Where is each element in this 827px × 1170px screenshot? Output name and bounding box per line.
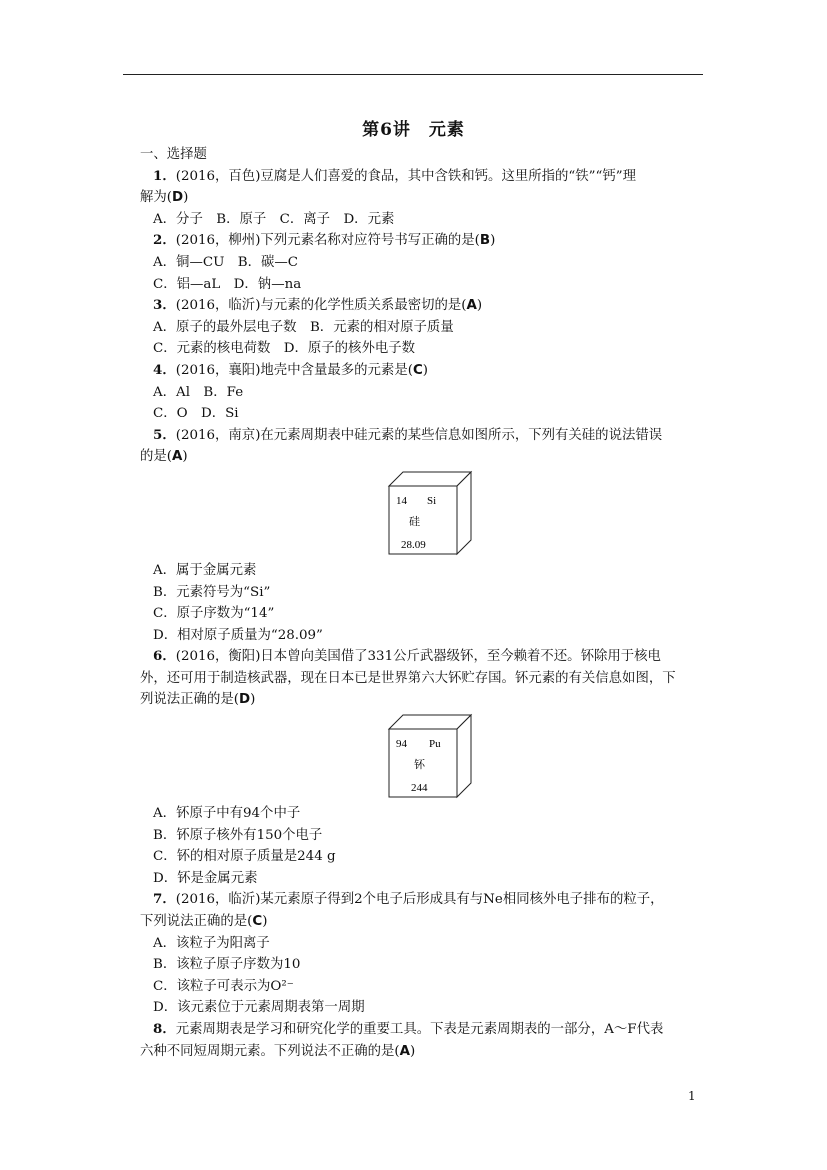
question-text: (2016，临沂)某元素原子得到2个电子后形成具有与Ne相同核外电子排布的粒子，: [175, 892, 664, 908]
question-8-line-2: [140, 1041, 706, 1063]
option-line: A．原子的最外层电子数 B．元素的相对原子质量: [153, 319, 454, 335]
question-5-line-1: [140, 425, 706, 447]
element-cube: [387, 470, 477, 558]
page-number: 1: [688, 1089, 696, 1103]
option-line: D．钚是金属元素: [153, 870, 258, 886]
option-line: D．该元素位于元素周期表第一周期: [153, 1000, 365, 1016]
question-text: (2016，临沂)与元素的化学性质关系最密切的是(: [175, 298, 467, 314]
option-line: C．O D．Si: [153, 406, 239, 422]
option-line: B．钚原子核外有150个电子: [153, 827, 323, 843]
paren-close: ): [422, 362, 428, 378]
question-6-line-2: 外，还可用于制造核武器，现在日本已是世界第六大钚贮存国。钚元素的有关信息如图，下: [140, 670, 676, 686]
option-line: A．钚原子中有94个中子: [153, 806, 301, 822]
question-1-line-1: [140, 166, 706, 188]
option-line: C．钚的相对原子质量是244 g: [153, 849, 336, 865]
question-6-line-3: [140, 689, 706, 711]
question-text: 元素周期表是学习和研究化学的重要工具。下表是元素周期表的一部分，A～F代表: [175, 1022, 664, 1037]
question-8-line-1: [140, 1019, 706, 1041]
answer: C: [252, 914, 263, 930]
option-line: C．该粒子可表示为O²⁻: [153, 978, 294, 994]
question-text: 六种不同短周期元素。下列说法不正确的是(: [140, 1043, 400, 1059]
question-5-line-2: [140, 446, 706, 468]
silicon-element-figure: [140, 468, 706, 560]
question-text: (2016，衡阳)日本曾向美国借了331公斤武器级钚，至今赖着不还。钚除用于核电: [175, 649, 661, 665]
question-number: 6．: [153, 648, 176, 665]
question-number: 8．: [153, 1021, 176, 1037]
paren-close: ): [182, 449, 188, 465]
option-line: A．分子 B．原子 C．离子 D．元素: [153, 211, 395, 227]
question-6-line-1: [140, 646, 706, 668]
option-line: A．该粒子为阳离子: [153, 935, 270, 951]
question-text: (2016，南京)在元素周期表中硅元素的某些信息如图所示，下列有关硅的说法错误: [175, 427, 663, 443]
question-7-line-2: [140, 911, 706, 933]
option-line: A．属于金属元素: [153, 562, 257, 578]
element-name: 钚: [414, 758, 425, 772]
paren-close: ): [250, 692, 256, 708]
atomic-mass: 244: [411, 782, 428, 795]
atomic-mass: 28.09: [401, 538, 426, 551]
question-number: 5．: [153, 426, 176, 443]
question-3-line-1: [140, 295, 706, 317]
option-line: C．铝—aL D．钠—na: [153, 276, 302, 292]
paren-close: ): [476, 298, 483, 314]
paren-close: ): [183, 190, 189, 206]
answer: B: [479, 233, 491, 249]
option-line: A．铜—CU B．碳—C: [153, 254, 299, 270]
plutonium-element-figure: [140, 711, 706, 803]
question-text: 解为(: [140, 190, 173, 206]
question-2-line-1: [140, 230, 706, 252]
question-7-line-1: [140, 889, 706, 911]
question-number: 4．: [153, 361, 176, 378]
atomic-number: 94: [396, 738, 407, 751]
question-number: 7．: [153, 891, 176, 908]
answer: A: [399, 1043, 411, 1059]
question-text: (2016，百色)豆腐是人们喜爱的食品，其中含铁和钙。这里所指的“铁”“钙”理: [175, 168, 636, 184]
paren-close: ): [262, 914, 268, 930]
question-number: 1．: [153, 167, 176, 184]
answer: C: [412, 362, 423, 378]
answer: D: [172, 190, 184, 206]
option-line: A．Al B．Fe: [153, 384, 244, 400]
option-line: D．相对原子质量为“28.09”: [153, 627, 323, 643]
question-text: (2016，襄阳)地壳中含量最多的元素是(: [175, 362, 413, 378]
answer: D: [238, 692, 251, 708]
question-list: [140, 144, 706, 1062]
answer: A: [466, 298, 477, 314]
page-title: 第6讲 元素: [362, 120, 465, 140]
question-number: 2．: [153, 232, 176, 249]
question-1-line-2: [140, 187, 706, 209]
question-text: 的是(: [140, 449, 173, 465]
option-line: C．原子序数为“14”: [153, 606, 275, 622]
element-symbol: Pu: [429, 738, 441, 751]
paren-close: ): [410, 1043, 416, 1059]
question-text: 下列说法正确的是(: [140, 914, 253, 930]
option-line: C．元素的核电荷数 D．原子的核外电子数: [153, 341, 416, 357]
element-symbol: Si: [427, 494, 437, 507]
question-text: 列说法正确的是(: [140, 692, 239, 708]
question-number: 3．: [153, 297, 176, 314]
question-4-line-1: [140, 360, 706, 382]
element-cube: [387, 713, 477, 801]
question-text: (2016，柳州)下列元素名称对应符号书写正确的是(: [175, 233, 480, 249]
element-name: 硅: [409, 514, 420, 528]
answer: A: [172, 449, 183, 465]
atomic-number: 14: [396, 494, 407, 507]
section-heading: 一、选择题: [140, 147, 207, 162]
option-line: B．该粒子原子序数为10: [153, 957, 301, 973]
header-rule: [123, 74, 703, 75]
paren-close: ): [490, 233, 496, 249]
option-line: B．元素符号为“Si”: [153, 584, 271, 600]
